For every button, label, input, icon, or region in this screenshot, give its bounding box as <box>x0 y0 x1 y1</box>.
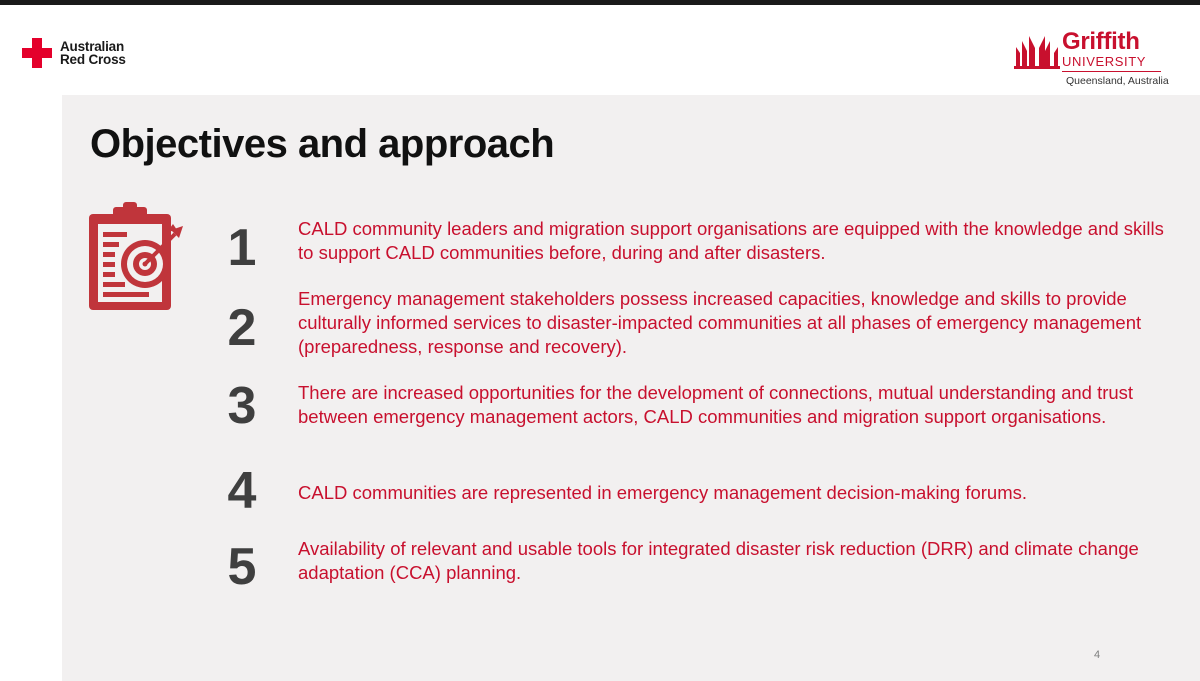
griffith-logo-divider <box>1062 71 1161 72</box>
red-cross-logo-text <box>60 40 126 66</box>
red-cross-icon <box>22 38 52 68</box>
objective-number: 4 <box>227 462 257 520</box>
objective-text: CALD community leaders and migration support organisations are equipped with the knowledge and skills to support CALD communities before, during and after disasters. <box>298 218 1164 263</box>
australian-red-cross-logo <box>22 38 126 68</box>
objective-number: 3 <box>227 377 257 435</box>
slide-header <box>0 5 1200 95</box>
objective-number: 1 <box>227 219 257 277</box>
slide-body <box>62 95 1200 681</box>
griffith-university-logo <box>1014 28 1169 91</box>
objective-text: Emergency management stakeholders possess increased capacities, knowledge and skills to provide culturally informed services to disaster-impacted communities at all phases of emergency management (preparedness, response and recovery). <box>298 288 1142 357</box>
page-number: 4 <box>1094 649 1101 661</box>
red-cross-logo-line1: Australian <box>60 39 125 54</box>
slide-title: Objectives and approach <box>90 122 555 166</box>
objective-text: CALD communities are represented in emergency management decision-making forums. <box>298 482 1028 503</box>
red-cross-logo-line2: Red Cross <box>60 52 126 67</box>
objective-text: There are increased opportunities for the development of connections, mutual understanding and trust between emergency management actors, CALD communities and migration support organisations. <box>298 382 1134 427</box>
objective-number: 2 <box>227 299 257 357</box>
clipboard-target-icon <box>87 202 187 314</box>
objective-text: Availability of relevant and usable tools for integrated disaster risk reduction (DRR) and climate change adaptation (CCA) planning. <box>298 538 1139 583</box>
objective-number: 5 <box>227 538 257 596</box>
griffith-name: Griffith <box>1062 28 1140 55</box>
griffith-location: Queensland, Australia <box>1066 75 1169 87</box>
griffith-emblem-icon <box>1014 33 1060 69</box>
griffith-university-text: UNIVERSITY <box>1062 54 1147 69</box>
